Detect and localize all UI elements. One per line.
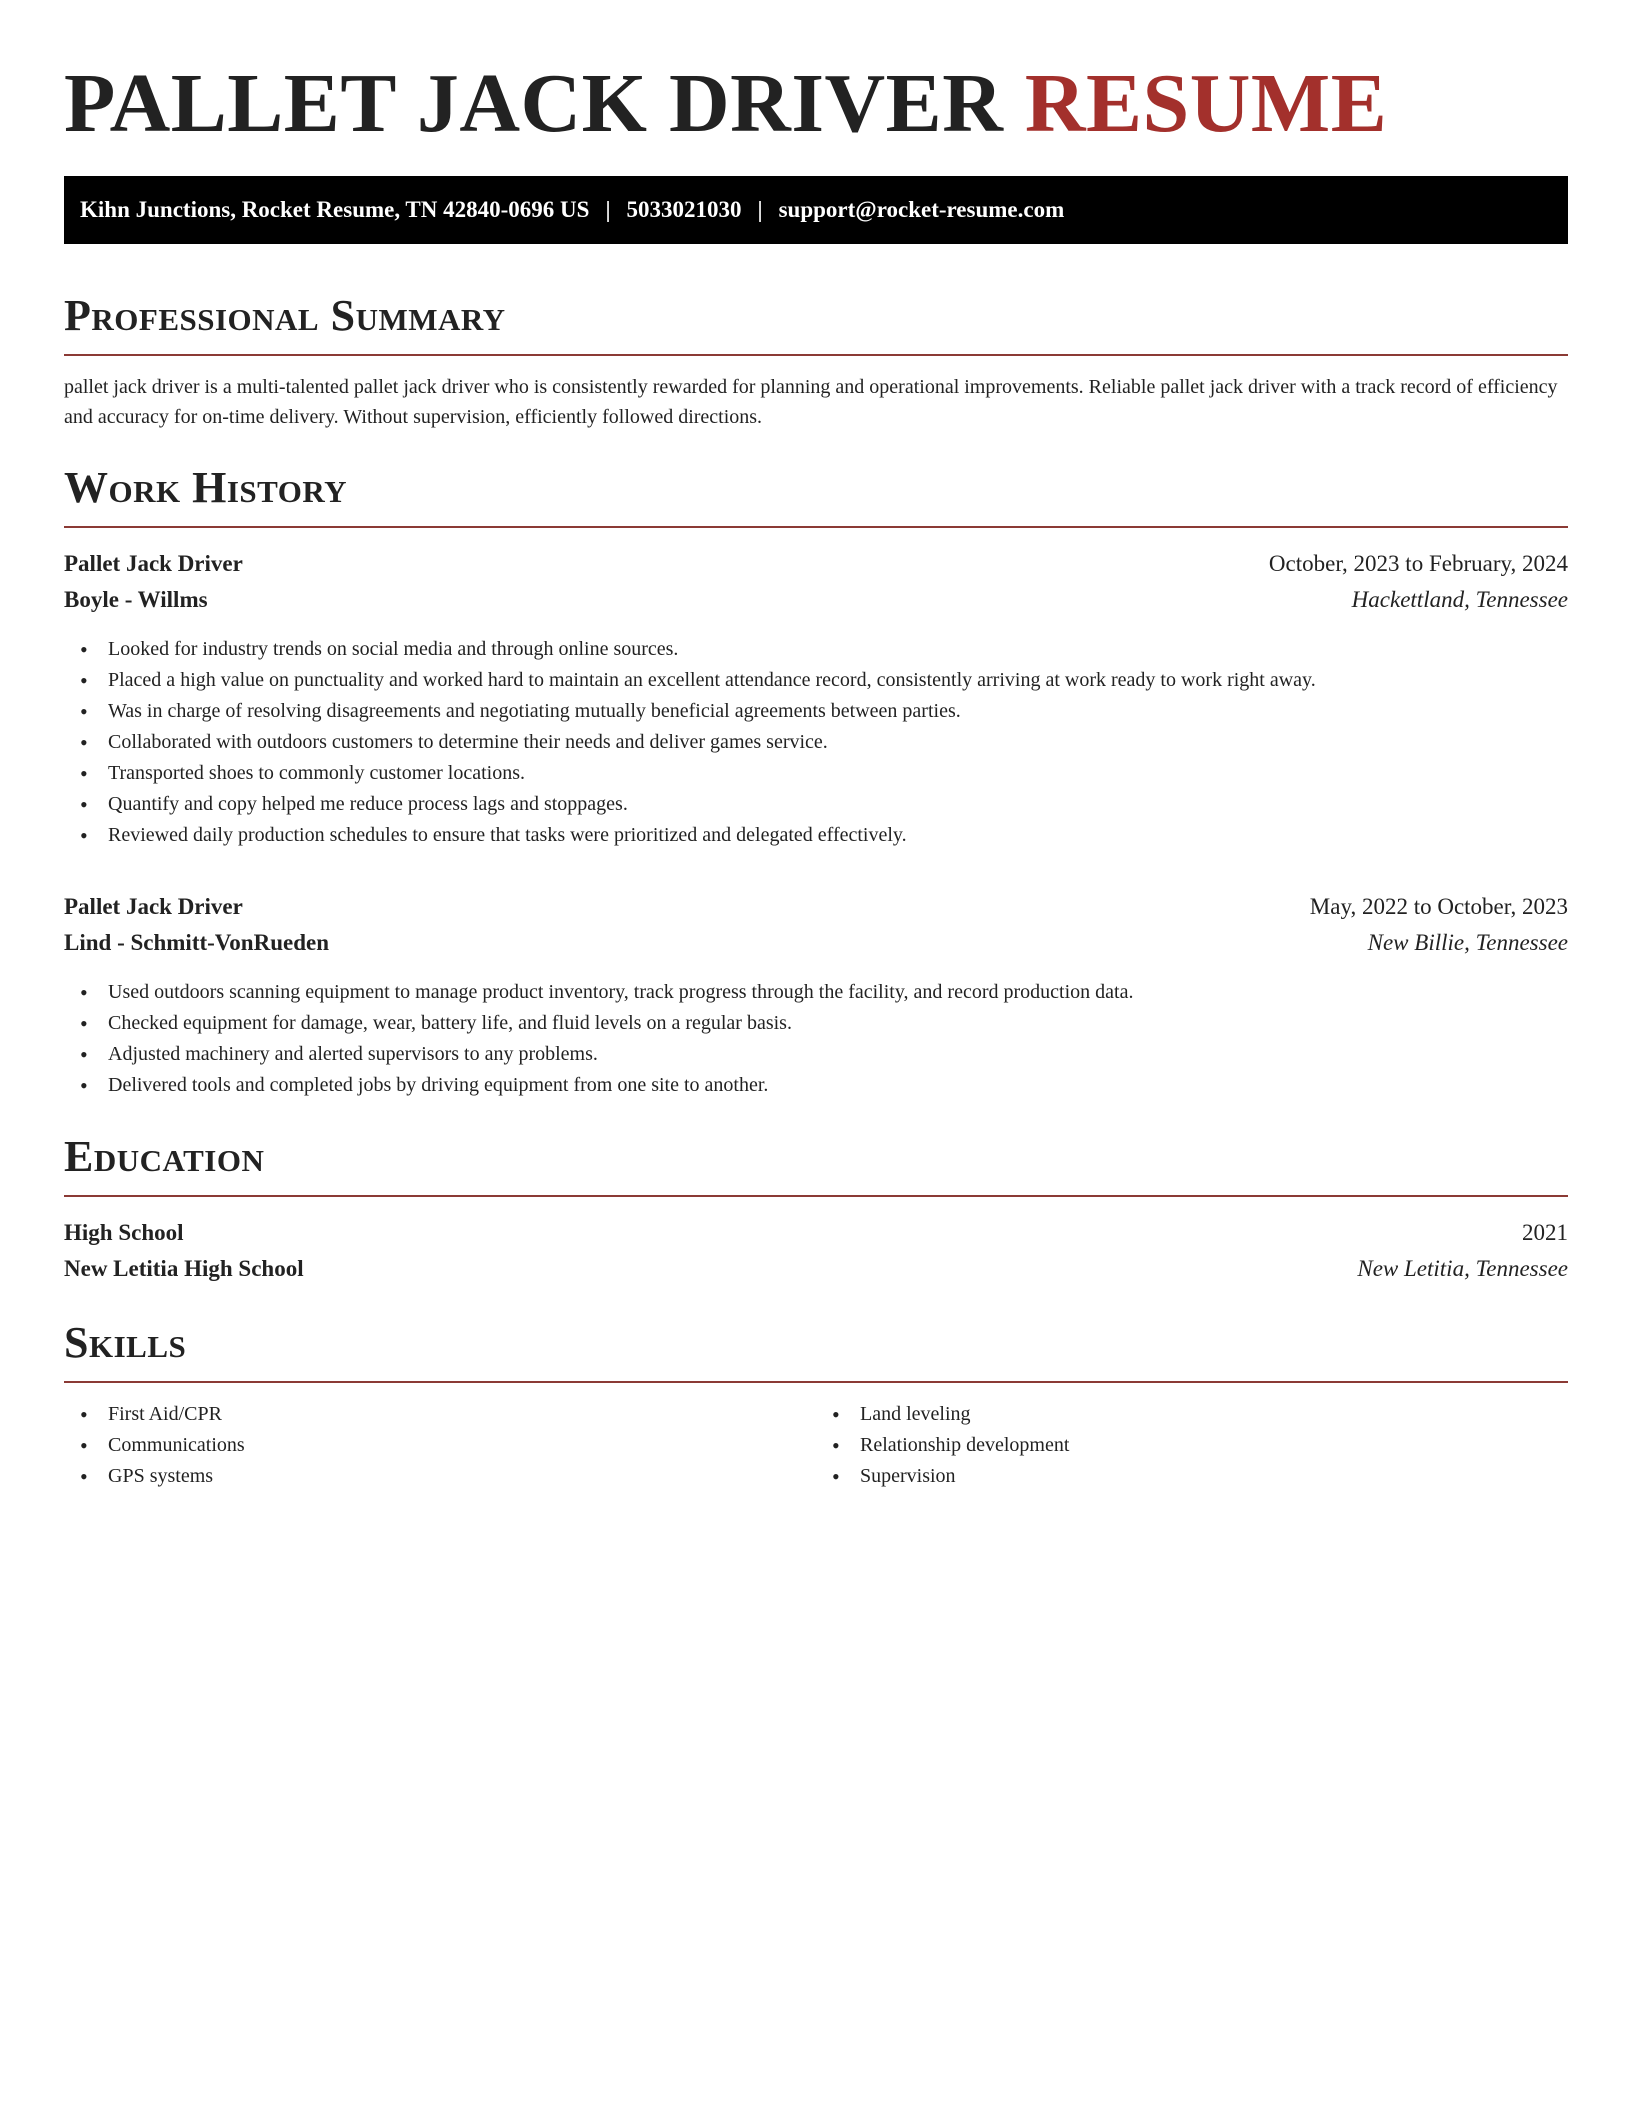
list-item: • Looked for industry trends on social media and through online sources.: [64, 634, 1568, 665]
education-section: [64, 1131, 1568, 1287]
list-item: • Collaborated with outdoors customers to determine their needs and deliver games service.: [64, 727, 1568, 758]
resume-title: [64, 56, 1568, 152]
job-bullets: [64, 634, 1568, 851]
summary-section: [64, 290, 1568, 432]
list-item: • Quantify and copy helped me reduce process lags and stoppages.: [64, 789, 1568, 820]
contact-phone: 5033021030: [626, 197, 742, 222]
list-item: • Used outdoors scanning equipment to manage product inventory, track progress through the facility, and record production data.: [64, 977, 1568, 1008]
job-location: New Billie, Tennessee: [1367, 930, 1568, 955]
contact-separator: |: [605, 197, 611, 222]
skills-right-column: [816, 1399, 1568, 1492]
job-entry: [64, 546, 1568, 851]
skill-item: • GPS systems: [64, 1461, 816, 1492]
job-company: Boyle - Willms: [64, 587, 208, 612]
contact-separator: |: [757, 197, 763, 222]
education-year: 2021: [1522, 1220, 1568, 1245]
summary-heading: Professional Summary: [64, 290, 1568, 356]
education-location: New Letitia, Tennessee: [1357, 1256, 1568, 1281]
summary-text: pallet jack driver is a multi-talented pallet jack driver who is consistently rewarded for planning and operational improvements. Reliable pallet jack driver with a track record of efficiency and accuracy for on-time delivery. Without supervision, efficiently followed directions.: [64, 376, 1558, 428]
skill-item: • Land leveling: [816, 1399, 1568, 1430]
job-bullets: [64, 977, 1568, 1101]
job-entry: [64, 889, 1568, 1101]
education-entry: [64, 1215, 1568, 1287]
work-history-heading: Work History: [64, 462, 1568, 528]
list-item: • Delivered tools and completed jobs by driving equipment from one site to another.: [64, 1070, 1568, 1101]
work-history-section: [64, 462, 1568, 1101]
title-main: PALLET JACK DRIVER: [64, 57, 1004, 150]
skill-item: • Supervision: [816, 1461, 1568, 1492]
skills-heading: Skills: [64, 1317, 1568, 1383]
skill-item: • First Aid/CPR: [64, 1399, 816, 1430]
list-item: • Transported shoes to commonly customer locations.: [64, 758, 1568, 789]
job-title: Pallet Jack Driver: [64, 894, 243, 919]
education-degree: High School: [64, 1220, 184, 1245]
job-location: Hackettland, Tennessee: [1351, 587, 1568, 612]
job-company: Lind - Schmitt-VonRueden: [64, 930, 329, 955]
education-heading: Education: [64, 1131, 1568, 1197]
list-item: • Was in charge of resolving disagreements and negotiating mutually beneficial agreements between parties.: [64, 696, 1568, 727]
job-dates: October, 2023 to February, 2024: [1268, 551, 1568, 576]
list-item: • Checked equipment for damage, wear, battery life, and fluid levels on a regular basis.: [64, 1008, 1568, 1039]
contact-address: Kihn Junctions, Rocket Resume, TN 42840-0696 US: [80, 197, 590, 222]
skill-item: • Relationship development: [816, 1430, 1568, 1461]
skills-columns: [64, 1399, 1568, 1492]
job-title: Pallet Jack Driver: [64, 551, 243, 576]
job-dates: May, 2022 to October, 2023: [1309, 894, 1568, 919]
education-school: New Letitia High School: [64, 1256, 304, 1281]
skills-left-column: [64, 1399, 816, 1492]
contact-email: support@rocket-resume.com: [778, 197, 1065, 222]
title-accent: RESUME: [1024, 57, 1388, 150]
list-item: • Placed a high value on punctuality and worked hard to maintain an excellent attendance record, consistently arriving at work ready to work right away.: [64, 665, 1568, 696]
list-item: • Reviewed daily production schedules to ensure that tasks were prioritized and delegated effectively.: [64, 820, 1568, 851]
list-item: • Adjusted machinery and alerted supervisors to any problems.: [64, 1039, 1568, 1070]
skill-item: • Communications: [64, 1430, 816, 1461]
contact-bar: [64, 176, 1568, 244]
skills-section: [64, 1317, 1568, 1492]
